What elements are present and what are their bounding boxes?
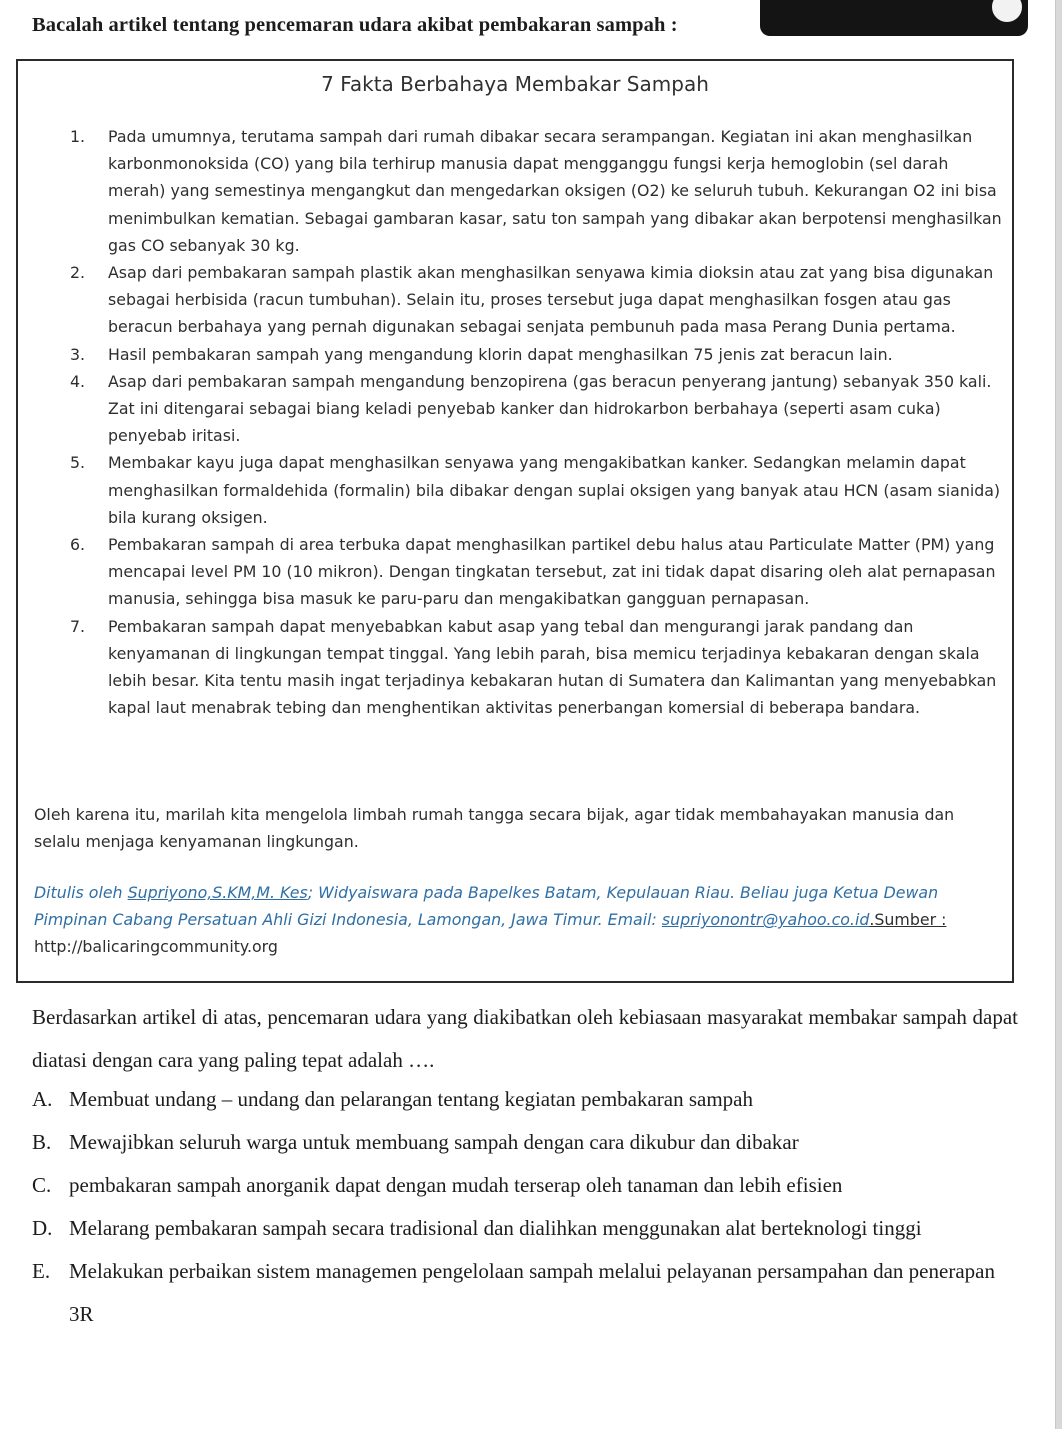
fact-item (54, 368, 1004, 450)
fact-text: Membakar kayu juga dapat menghasilkan senyawa yang mengakibatkan kanker. Sedangkan melamin dapat menghasilkan formaldehida (formalin) bila dibakar dengan suplai oksigen yang banyak atau HCN (asam sianida) bila kurang oksigen. (108, 453, 1001, 527)
option-b[interactable] (32, 1121, 1022, 1164)
fact-item (54, 259, 1004, 341)
option-text: Membuat undang – undang dan pelarangan tentang kegiatan pembakaran sampah (69, 1087, 754, 1111)
fact-item (54, 449, 1004, 531)
question-text: Berdasarkan artikel di atas, pencemaran udara yang diakibatkan oleh kebiasaan masyarakat membakar sampah dapat diatasi dengan cara yang paling tepat adalah …. (32, 1005, 1018, 1072)
option-text: Melakukan perbaikan sistem managemen pengelolaan sampah melalui pelayanan persampahan dan penerapan 3R (69, 1259, 995, 1326)
option-letter: A. (32, 1087, 53, 1111)
author-email-link[interactable]: supriyonontr@yahoo.co.id (661, 910, 870, 930)
fact-number: 7. (70, 616, 86, 636)
option-e[interactable] (32, 1250, 1022, 1336)
option-letter: C. (32, 1173, 52, 1197)
option-a[interactable] (32, 1078, 1022, 1121)
fact-item (54, 123, 1004, 259)
option-letter: E. (32, 1259, 51, 1283)
fact-text: Asap dari pembakaran sampah mengandung benzopirena (gas beracun penyerang jantung) sebanyak 350 kali. Zat ini ditengarai sebagai biang keladi penyebab kanker dan hidrokarbon berbahaya (seperti asam cuka) penyebab iritasi. (108, 371, 992, 446)
option-d[interactable] (32, 1207, 1022, 1250)
author-prefix: Ditulis oleh (34, 883, 128, 902)
fact-number: 4. (70, 371, 86, 391)
fact-text: Asap dari pembakaran sampah plastik akan menghasilkan senyawa kimia dioksin atau zat yang bisa digunakan sebagai herbisida (racun tumbuhan). Selain itu, proses tersebut juga dapat menghasilkan fosgen atau gas beracun berbahaya yang pernah digunakan sebagai senjata pembunuh pada masa Perang Dunia pertama. (108, 263, 994, 337)
author-name: Supriyono,S.KM,M. Kes (127, 883, 308, 902)
option-text: Melarang pembakaran sampah secara tradisional dan dialihkan menggunakan alat berteknologi tinggi (69, 1216, 922, 1240)
option-letter: D. (32, 1216, 53, 1240)
fact-item (54, 341, 1004, 368)
article-box (16, 59, 1014, 983)
option-letter: B. (32, 1130, 52, 1154)
fact-number: 2. (70, 263, 86, 283)
fact-item (54, 531, 1004, 613)
fact-number: 3. (70, 344, 86, 364)
scrollbar[interactable] (1055, 0, 1062, 1429)
fact-number: 1. (70, 127, 86, 146)
article-title: 7 Fakta Berbahaya Membakar Sampah (321, 72, 709, 96)
fact-text: Pembakaran sampah dapat menyebabkan kabut asap yang tebal dan mengurangi jarak pandang dan kenyamanan di lingkungan tempat tinggal. Yang lebih parah, bisa memicu terjadinya kebakaran dengan skala lebih besar. Kita tentu masih ingat terjadinya kebakaran hutan di Sumatera dan Kalimantan yang menyebabkan kapal laut menabrak tebing dan menghentikan aktivitas penerbangan komersial di beberapa bandara. (108, 616, 997, 718)
option-text: Mewajibkan seluruh warga untuk membuang sampah dengan cara dikubur dan dibakar (69, 1130, 799, 1154)
source-label: .Sumber : (869, 910, 947, 930)
author-credit (34, 879, 994, 961)
fact-number: 5. (70, 453, 86, 473)
status-bar-overlay (760, 0, 1028, 36)
fact-text: Pembakaran sampah di area terbuka dapat menghasilkan partikel debu halus atau Particulate Matter (PM) yang mencapai level PM 10 (10 mikron). Dengan tingkatan tersebut, zat ini tidak dapat disaring oleh alat pernapasan manusia, sehingga bisa masuk ke paru-paru dan mengakibatkan gangguan pernapasan. (108, 535, 996, 609)
author-bio: ; Widyaiswara pada Bapelkes Batam, Kepulauan Riau. Beliau juga Ketua Dewan Pimpinan Cabang Persatuan Ahli Gizi Indonesia, Lamongan, Jawa Timur. Email: (34, 883, 939, 930)
answer-options (32, 1078, 1022, 1336)
source-url[interactable]: http://balicaringcommunity.org (34, 937, 278, 957)
option-text: pembakaran sampah anorganik dapat dengan mudah terserap oleh tanaman dan lebih efisien (69, 1173, 843, 1197)
option-c[interactable] (32, 1164, 1022, 1207)
facts-list (54, 123, 1004, 721)
fact-item (54, 613, 1004, 722)
fact-text: Hasil pembakaran sampah yang mengandung klorin dapat menghasilkan 75 jenis zat beracun lain. (108, 344, 893, 364)
fact-text: Pada umumnya, terutama sampah dari rumah dibakar secara serampangan. Kegiatan ini akan menghasilkan karbonmonoksida (CO) yang bila terhirup manusia dapat mengganggu fungsi kerja hemoglobin (sel darah merah) yang semestinya mengangkut dan mengedarkan oksigen (O2) ke seluruh tubuh. Kekurangan O2 ini bisa menimbulkan kematian. Sebagai gambaran kasar, satu ton sampah yang dibakar akan berpotensi menghasilkan gas CO sebanyak 30 kg. (108, 127, 1002, 255)
fact-number: 6. (70, 535, 86, 555)
instruction-text: Bacalah artikel tentang pencemaran udara akibat pembakaran sampah : (32, 14, 678, 36)
status-circle-icon (990, 0, 1024, 24)
closing-paragraph: Oleh karena itu, marilah kita mengelola limbah rumah tangga secara bijak, agar tidak membahayakan manusia dan selalu menjaga kenyamanan lingkungan. (34, 805, 955, 852)
